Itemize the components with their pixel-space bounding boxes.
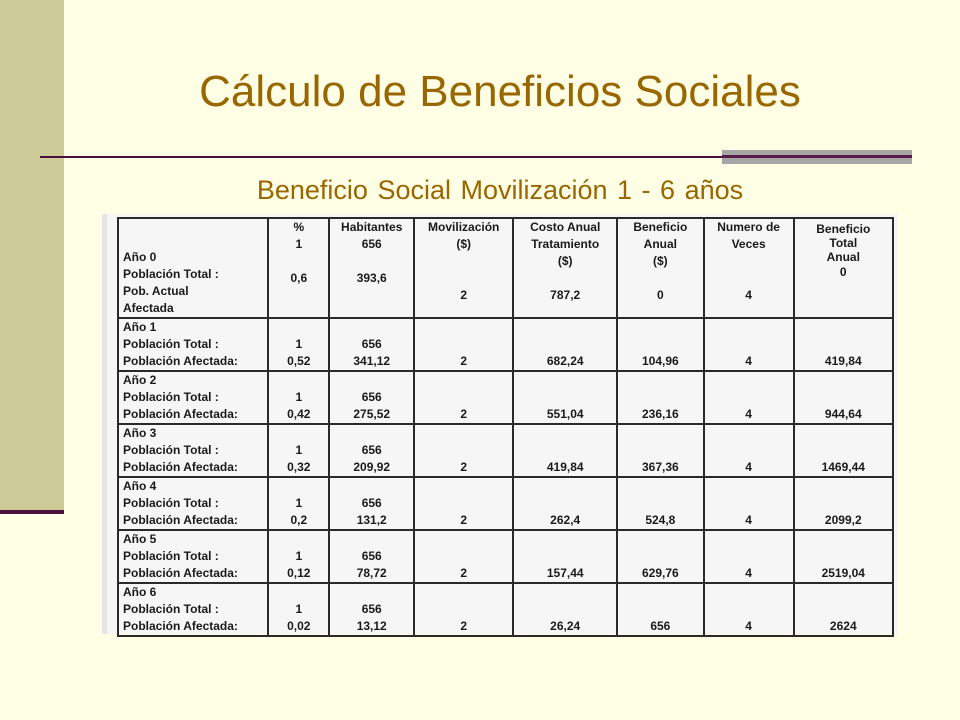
movilizacion-value: 2 bbox=[460, 566, 468, 580]
hab-total: 656 bbox=[361, 496, 382, 510]
total-value: 0 bbox=[839, 265, 847, 279]
hab-afectada: 393,6 bbox=[356, 271, 387, 285]
pct-total: 1 bbox=[295, 602, 303, 616]
veces-value: 4 bbox=[745, 460, 752, 474]
beneficio-unit: ($) bbox=[653, 254, 668, 268]
poblacion-afectada-label: Población Afectada: bbox=[123, 619, 238, 633]
pct-afectada: 0,32 bbox=[287, 460, 311, 474]
beneficio-value: 367,36 bbox=[641, 460, 679, 474]
table-row bbox=[118, 424, 893, 477]
slide-subtitle: Beneficio Social Movilización 1 - 6 años bbox=[256, 175, 744, 205]
costo-anual-header: Costo Anual bbox=[530, 220, 601, 234]
beneficio-total-header-3: Anual bbox=[826, 250, 860, 264]
anual-header: Anual bbox=[643, 237, 678, 251]
total-value: 1469,44 bbox=[821, 460, 865, 474]
veces-value: 4 bbox=[745, 407, 752, 421]
hab-afectada: 275,52 bbox=[353, 407, 391, 421]
hab-total: 656 bbox=[361, 237, 382, 251]
year-label: Año 6 bbox=[123, 585, 157, 599]
costo-value: 157,44 bbox=[546, 566, 584, 580]
costo-value: 787,2 bbox=[550, 288, 581, 302]
pct-afectada: 0,6 bbox=[290, 271, 308, 285]
poblacion-total-label: Población Total : bbox=[123, 496, 219, 510]
costo-value: 551,04 bbox=[546, 407, 584, 421]
table-row-year0 bbox=[118, 218, 893, 318]
table-row bbox=[118, 477, 893, 530]
beneficio-value: 629,76 bbox=[641, 566, 679, 580]
hab-afectada: 341,12 bbox=[353, 354, 391, 368]
total-value: 2624 bbox=[829, 619, 857, 633]
veces-value: 4 bbox=[745, 513, 752, 527]
beneficio-value: 524,8 bbox=[645, 513, 676, 527]
benefits-table bbox=[117, 217, 894, 637]
table-row bbox=[118, 530, 893, 583]
pct-header: % bbox=[293, 220, 305, 234]
table-row bbox=[118, 318, 893, 371]
beneficio-value: 104,96 bbox=[641, 354, 679, 368]
movilizacion-value: 2 bbox=[460, 460, 468, 474]
pct-total: 1 bbox=[295, 237, 303, 251]
year-label: Año 1 bbox=[123, 320, 157, 334]
poblacion-total-label: Población Total : bbox=[123, 443, 219, 457]
tratamiento-header: Tratamiento bbox=[531, 237, 600, 251]
pct-afectada: 0,02 bbox=[287, 619, 311, 633]
total-value: 419,84 bbox=[824, 354, 862, 368]
movilizacion-value: 2 bbox=[460, 288, 468, 302]
benefits-table-image bbox=[102, 214, 898, 634]
year-label: Año 2 bbox=[123, 373, 157, 387]
habitantes-header: Habitantes bbox=[341, 220, 403, 234]
hab-afectada: 209,92 bbox=[353, 460, 391, 474]
total-value: 2519,04 bbox=[821, 566, 865, 580]
hab-afectada: 131,2 bbox=[356, 513, 387, 527]
pob-actual-label: Pob. Actual bbox=[123, 284, 189, 298]
veces-value: 4 bbox=[745, 566, 752, 580]
costo-unit: ($) bbox=[557, 254, 573, 268]
hab-afectada: 13,12 bbox=[356, 619, 387, 633]
veces-header: Veces bbox=[731, 237, 766, 251]
poblacion-total-label: Población Total : bbox=[123, 390, 219, 404]
slide-title: Cálculo de Beneficios Sociales bbox=[199, 67, 801, 116]
poblacion-afectada-label: Población Afectada: bbox=[123, 566, 238, 580]
costo-value: 419,84 bbox=[546, 460, 584, 474]
beneficio-value: 236,16 bbox=[641, 407, 679, 421]
hab-afectada: 78,72 bbox=[356, 566, 387, 580]
hab-total: 656 bbox=[361, 337, 382, 351]
veces-value: 4 bbox=[745, 288, 752, 302]
pct-afectada: 0,42 bbox=[287, 407, 311, 421]
pct-total: 1 bbox=[295, 549, 303, 563]
beneficio-value: 656 bbox=[650, 619, 671, 633]
costo-value: 682,24 bbox=[546, 354, 584, 368]
poblacion-afectada-label: Población Afectada: bbox=[123, 407, 238, 421]
poblacion-total-label: Población Total : bbox=[123, 549, 219, 563]
pct-afectada: 0,2 bbox=[290, 513, 308, 527]
pct-total: 1 bbox=[295, 496, 303, 510]
movilizacion-header: Movilización bbox=[428, 220, 500, 234]
costo-value: 26,24 bbox=[550, 619, 581, 633]
hab-total: 656 bbox=[361, 549, 382, 563]
hab-total: 656 bbox=[361, 602, 382, 616]
veces-value: 4 bbox=[745, 354, 752, 368]
pct-afectada: 0,52 bbox=[287, 354, 311, 368]
pct-total: 1 bbox=[295, 337, 303, 351]
hab-total: 656 bbox=[361, 443, 382, 457]
poblacion-total-label: Población Total : bbox=[123, 267, 219, 281]
movilizacion-value: 2 bbox=[460, 513, 468, 527]
poblacion-afectada-label: Población Afectada: bbox=[123, 460, 238, 474]
numero-de-header: Numero de bbox=[717, 220, 780, 234]
costo-value: 262,4 bbox=[550, 513, 581, 527]
poblacion-afectada-label: Población Afectada: bbox=[123, 354, 238, 368]
table-row bbox=[118, 583, 893, 636]
movilizacion-value: 2 bbox=[460, 354, 468, 368]
pct-total: 1 bbox=[295, 390, 303, 404]
year-label: Año 5 bbox=[123, 532, 157, 546]
table-row bbox=[118, 371, 893, 424]
poblacion-afectada-label: Población Afectada: bbox=[123, 513, 238, 527]
total-value: 944,64 bbox=[824, 407, 862, 421]
movilizacion-value: 2 bbox=[460, 619, 468, 633]
beneficio-total-header-2: Total bbox=[829, 236, 858, 250]
sidebar-accent-line bbox=[0, 510, 64, 514]
movilizacion-value: 2 bbox=[460, 407, 468, 421]
total-value: 2099,2 bbox=[824, 513, 862, 527]
beneficio-header: Beneficio bbox=[633, 220, 688, 234]
poblacion-total-label: Población Total : bbox=[123, 337, 219, 351]
veces-value: 4 bbox=[745, 619, 752, 633]
beneficio-value: 0 bbox=[657, 288, 664, 302]
beneficio-total-header-1: Beneficio bbox=[816, 222, 871, 236]
year-label: Año 0 bbox=[123, 250, 157, 264]
poblacion-total-label: Población Total : bbox=[123, 602, 219, 616]
afectada-label: Afectada bbox=[123, 301, 174, 315]
pct-total: 1 bbox=[295, 443, 303, 457]
year-label: Año 3 bbox=[123, 426, 157, 440]
title-divider-accent bbox=[722, 150, 912, 164]
hab-total: 656 bbox=[361, 390, 382, 404]
pct-afectada: 0,12 bbox=[287, 566, 311, 580]
year-label: Año 4 bbox=[123, 479, 157, 493]
movilizacion-unit: ($) bbox=[456, 237, 472, 251]
